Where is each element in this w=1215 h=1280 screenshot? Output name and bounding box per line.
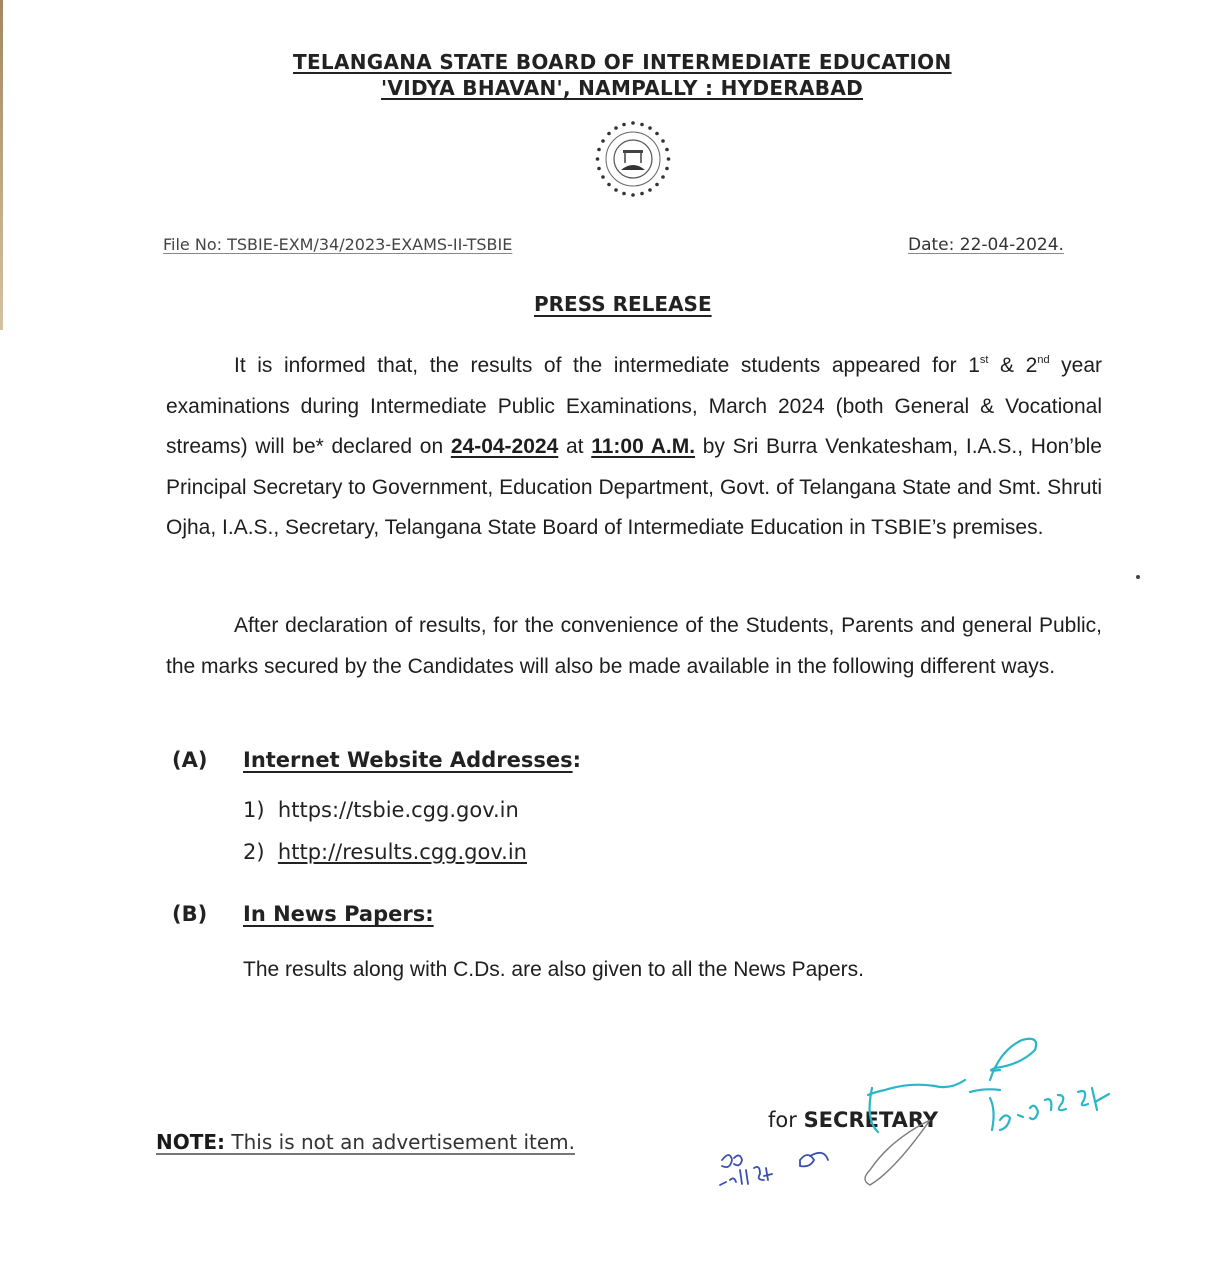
list-number: 2) xyxy=(243,840,265,864)
section-b-body: The results along with C.Ds. are also given to all the News Papers. xyxy=(243,958,864,981)
ordinal-suffix: st xyxy=(979,354,989,366)
paragraph-announcement xyxy=(166,346,1102,549)
note-text: This is not an advertisement item. xyxy=(225,1130,576,1154)
list-item xyxy=(243,798,519,822)
note xyxy=(156,1130,575,1154)
tsbie-emblem-icon xyxy=(594,120,672,198)
document-date: Date: 22-04-2024. xyxy=(908,235,1064,255)
para1-text-5: by Sri Burra Venkatesham, I.A.S., Hon’ble Principal Secretary to Government, Education Department, Govt. of Telangana State and Smt. Shruti Ojha, I.A.S., Secretary, Telangana State Board of Intermediate Education in TSBIE’s premises. xyxy=(166,435,1102,540)
section-b-label: (B) xyxy=(172,902,208,926)
section-a-colon: : xyxy=(572,748,581,772)
website-link-results[interactable]: http://results.cgg.gov.in xyxy=(277,840,527,864)
signoff-prefix: for xyxy=(768,1108,804,1132)
note-label: NOTE: xyxy=(156,1130,226,1154)
signature-icon xyxy=(700,1020,1140,1220)
para1-text-4: at xyxy=(558,435,592,459)
para1-text-2: & 2 xyxy=(988,354,1038,377)
list-item xyxy=(243,840,527,864)
para1-text-1: It is informed that, the results of the intermediate students appeared for 1 xyxy=(234,354,980,377)
result-date: 24-04-2024 xyxy=(450,435,559,459)
list-number: 1) xyxy=(243,798,265,822)
paragraph-availability xyxy=(166,606,1102,687)
ordinal-suffix: nd xyxy=(1037,354,1050,366)
website-link-tsbie[interactable]: https://tsbie.cgg.gov.in xyxy=(277,798,519,822)
file-number: File No: TSBIE-EXM/34/2023-EXAMS-II-TSBIE xyxy=(163,235,513,254)
scan-speck xyxy=(1136,575,1140,579)
signoff-role: SECRETARY xyxy=(803,1108,939,1132)
section-b-heading: In News Papers: xyxy=(243,902,434,926)
org-name: TELANGANA STATE BOARD OF INTERMEDIATE EDUCATION xyxy=(293,50,952,74)
section-a-heading-wrap xyxy=(243,748,581,772)
org-address: 'VIDYA BHAVAN', NAMPALLY : HYDERABAD xyxy=(381,76,864,100)
section-a-heading: Internet Website Addresses xyxy=(243,748,573,772)
para2-text: After declaration of results, for the convenience of the Students, Parents and general Public, the marks secured by the Candidates will also be made available in the following different ways. xyxy=(166,614,1102,678)
section-a-label: (A) xyxy=(172,748,208,772)
page-title: PRESS RELEASE xyxy=(534,292,712,316)
para1-text-3: year examinations during Intermediate Public Examinations, March 2024 (both General & Vocational streams) will be* declared on xyxy=(166,354,1103,459)
result-time: 11:00 A.M. xyxy=(591,435,696,459)
paper-edge xyxy=(0,0,3,330)
